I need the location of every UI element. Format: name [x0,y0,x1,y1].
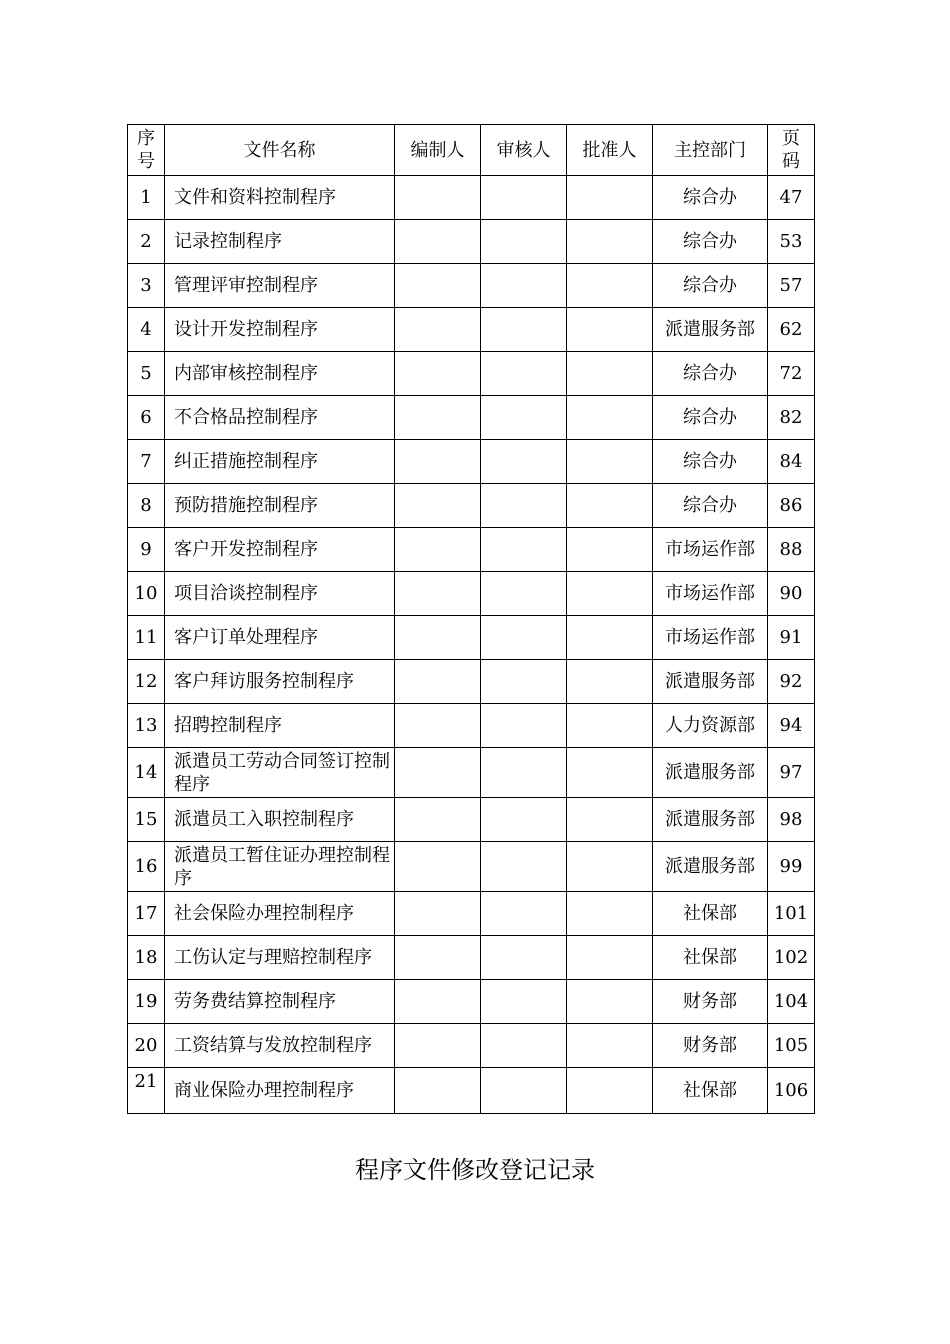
cell-file-name: 记录控制程序 [165,220,395,264]
cell-reviewer [481,936,567,980]
cell-page: 84 [768,440,815,484]
cell-editor [395,1068,481,1114]
cell-page: 86 [768,484,815,528]
cell-page: 94 [768,704,815,748]
cell-approver [567,352,653,396]
cell-editor [395,220,481,264]
cell-page: 97 [768,748,815,798]
cell-editor [395,308,481,352]
cell-page: 57 [768,264,815,308]
cell-file-name: 派遣员工入职控制程序 [165,798,395,842]
cell-file-name: 劳务费结算控制程序 [165,980,395,1024]
cell-dept: 社保部 [653,936,768,980]
cell-file-name: 项目洽谈控制程序 [165,572,395,616]
header-seq [128,125,165,176]
table-header-row [128,125,815,176]
cell-seq: 1 [128,176,165,220]
cell-reviewer [481,352,567,396]
header-editor: 编制人 [395,125,481,176]
cell-approver [567,748,653,798]
cell-approver [567,484,653,528]
cell-editor [395,798,481,842]
cell-dept: 市场运作部 [653,528,768,572]
table-row [128,176,815,220]
cell-dept: 综合办 [653,352,768,396]
cell-file-name: 客户开发控制程序 [165,528,395,572]
table-row [128,980,815,1024]
cell-page: 106 [768,1068,815,1114]
cell-seq: 19 [128,980,165,1024]
cell-seq: 13 [128,704,165,748]
cell-approver [567,1024,653,1068]
cell-dept: 派遣服务部 [653,660,768,704]
header-page [768,125,815,176]
cell-editor [395,264,481,308]
cell-dept: 社保部 [653,892,768,936]
table-row [128,528,815,572]
cell-seq: 10 [128,572,165,616]
cell-seq: 17 [128,892,165,936]
cell-editor [395,1024,481,1068]
cell-page: 90 [768,572,815,616]
cell-approver [567,396,653,440]
cell-editor [395,396,481,440]
table-row [128,484,815,528]
cell-file-name: 派遣员工劳动合同签订控制程序 [165,748,395,798]
cell-page: 53 [768,220,815,264]
cell-reviewer [481,484,567,528]
cell-file-name: 招聘控制程序 [165,704,395,748]
cell-editor [395,572,481,616]
cell-dept: 社保部 [653,1068,768,1114]
cell-reviewer [481,176,567,220]
cell-reviewer [481,220,567,264]
cell-editor [395,440,481,484]
cell-reviewer [481,798,567,842]
cell-dept: 财务部 [653,1024,768,1068]
cell-approver [567,1068,653,1114]
cell-page: 82 [768,396,815,440]
cell-seq: 20 [128,1024,165,1068]
cell-page: 99 [768,842,815,892]
cell-seq: 8 [128,484,165,528]
cell-approver [567,308,653,352]
cell-file-name: 客户订单处理程序 [165,616,395,660]
cell-editor [395,528,481,572]
cell-page: 101 [768,892,815,936]
cell-dept: 派遣服务部 [653,748,768,798]
cell-dept: 人力资源部 [653,704,768,748]
cell-approver [567,660,653,704]
cell-editor [395,936,481,980]
header-dept: 主控部门 [653,125,768,176]
cell-file-name: 预防措施控制程序 [165,484,395,528]
cell-file-name: 内部审核控制程序 [165,352,395,396]
cell-page: 62 [768,308,815,352]
cell-file-name: 工伤认定与理赔控制程序 [165,936,395,980]
cell-editor [395,892,481,936]
cell-approver [567,892,653,936]
cell-approver [567,616,653,660]
table-row [128,308,815,352]
cell-file-name: 工资结算与发放控制程序 [165,1024,395,1068]
cell-file-name: 派遣员工暂住证办理控制程序 [165,842,395,892]
cell-seq: 4 [128,308,165,352]
cell-reviewer [481,616,567,660]
cell-dept: 综合办 [653,440,768,484]
cell-editor [395,704,481,748]
cell-approver [567,528,653,572]
cell-reviewer [481,748,567,798]
cell-file-name: 纠正措施控制程序 [165,440,395,484]
cell-seq: 16 [128,842,165,892]
cell-seq: 6 [128,396,165,440]
cell-reviewer [481,1024,567,1068]
cell-seq: 12 [128,660,165,704]
header-seq-label: 序号 [136,128,155,172]
header-name: 文件名称 [165,125,395,176]
cell-dept: 派遣服务部 [653,842,768,892]
cell-dept: 派遣服务部 [653,798,768,842]
cell-dept: 综合办 [653,176,768,220]
cell-approver [567,264,653,308]
cell-page: 102 [768,936,815,980]
table-row [128,440,815,484]
cell-approver [567,842,653,892]
table-row [128,264,815,308]
table-row [128,1024,815,1068]
table-row [128,220,815,264]
cell-approver [567,440,653,484]
table-row [128,704,815,748]
table-row [128,572,815,616]
cell-editor [395,176,481,220]
cell-seq: 9 [128,528,165,572]
cell-page: 98 [768,798,815,842]
cell-dept: 财务部 [653,980,768,1024]
cell-dept: 综合办 [653,220,768,264]
cell-reviewer [481,308,567,352]
cell-seq: 15 [128,798,165,842]
header-page-label: 页码 [781,128,800,172]
table-row [128,396,815,440]
cell-file-name: 文件和资料控制程序 [165,176,395,220]
cell-approver [567,220,653,264]
cell-file-name: 不合格品控制程序 [165,396,395,440]
cell-dept: 综合办 [653,264,768,308]
cell-reviewer [481,892,567,936]
cell-file-name: 社会保险办理控制程序 [165,892,395,936]
table-row [128,748,815,798]
cell-approver [567,176,653,220]
cell-dept: 综合办 [653,484,768,528]
cell-reviewer [481,704,567,748]
cell-reviewer [481,660,567,704]
cell-reviewer [481,440,567,484]
cell-editor [395,842,481,892]
cell-file-name: 客户拜访服务控制程序 [165,660,395,704]
cell-editor [395,980,481,1024]
cell-seq: 11 [128,616,165,660]
table-row [128,936,815,980]
cell-editor [395,484,481,528]
cell-reviewer [481,842,567,892]
cell-dept: 派遣服务部 [653,308,768,352]
cell-reviewer [481,980,567,1024]
cell-seq: 3 [128,264,165,308]
cell-approver [567,798,653,842]
cell-editor [395,748,481,798]
cell-seq: 2 [128,220,165,264]
table-row [128,660,815,704]
cell-file-name: 管理评审控制程序 [165,264,395,308]
cell-page: 91 [768,616,815,660]
cell-dept: 市场运作部 [653,616,768,660]
table-row [128,892,815,936]
cell-approver [567,980,653,1024]
cell-file-name: 设计开发控制程序 [165,308,395,352]
cell-editor [395,616,481,660]
table-row [128,1068,815,1114]
cell-approver [567,572,653,616]
cell-seq: 7 [128,440,165,484]
cell-dept: 综合办 [653,396,768,440]
cell-reviewer [481,1068,567,1114]
cell-seq: 14 [128,748,165,798]
cell-reviewer [481,572,567,616]
cell-page: 72 [768,352,815,396]
table-row [128,798,815,842]
cell-page: 92 [768,660,815,704]
cell-reviewer [481,264,567,308]
cell-seq: 21 [128,1068,165,1114]
cell-page: 105 [768,1024,815,1068]
cell-page: 104 [768,980,815,1024]
header-approver: 批准人 [567,125,653,176]
footer-title: 程序文件修改登记记录 [355,1156,595,1184]
table-row [128,842,815,892]
table-row [128,352,815,396]
cell-approver [567,936,653,980]
header-reviewer: 审核人 [481,125,567,176]
cell-editor [395,352,481,396]
cell-page: 88 [768,528,815,572]
procedure-document-table [127,124,815,1114]
cell-reviewer [481,528,567,572]
cell-reviewer [481,396,567,440]
cell-seq: 18 [128,936,165,980]
cell-dept: 市场运作部 [653,572,768,616]
cell-page: 47 [768,176,815,220]
cell-seq: 5 [128,352,165,396]
table-row [128,616,815,660]
cell-file-name: 商业保险办理控制程序 [165,1068,395,1114]
table-body [128,176,815,1114]
cell-editor [395,660,481,704]
cell-approver [567,704,653,748]
